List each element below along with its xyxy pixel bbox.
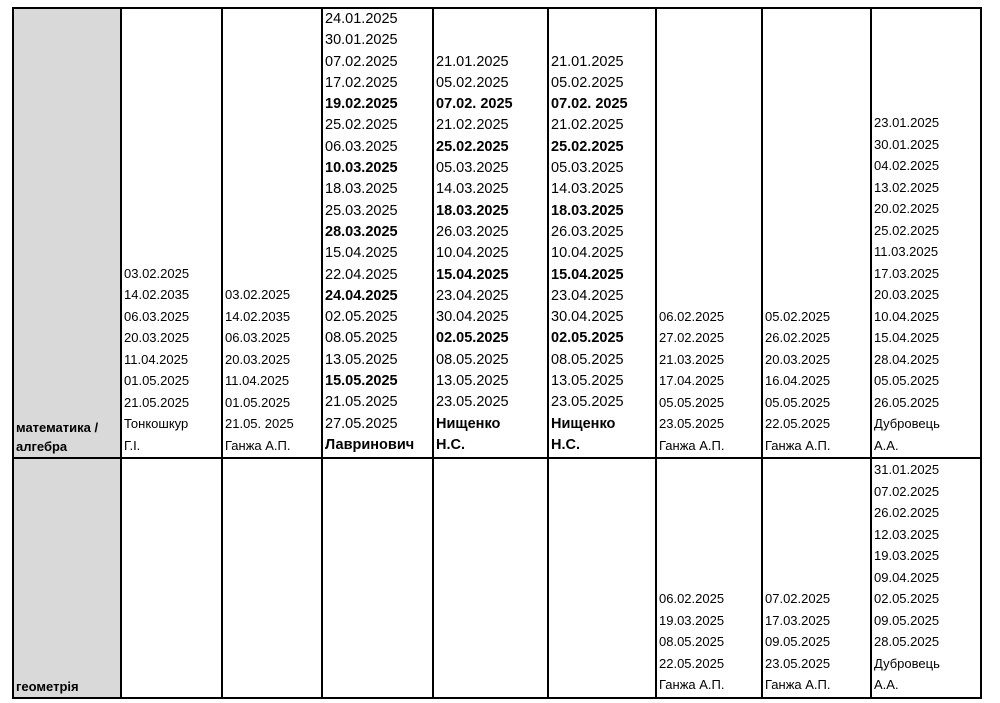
date-entry: 25.02.2025	[436, 138, 509, 155]
date-entry: 30.01.2025	[325, 32, 398, 49]
date-entry: 10.04.2025	[551, 245, 624, 262]
date-cell	[762, 8, 871, 458]
teacher-name: Н.С.	[551, 436, 580, 453]
date-entry: 14.03.2025	[551, 181, 624, 198]
date-entry: 05.05.2025	[874, 373, 940, 389]
date-cell	[762, 458, 871, 698]
date-entry: 21.05. 2025	[225, 416, 294, 432]
date-entry: 05.05.2025	[659, 394, 725, 410]
teacher-name: Тонкошкур	[124, 416, 189, 432]
date-entry: 13.05.2025	[551, 373, 624, 390]
date-entry: 15.04.2025	[325, 245, 398, 262]
date-entry: 11.04.2025	[225, 373, 290, 389]
date-entry: 15.04.2025	[551, 266, 624, 283]
date-entry: 28.03.2025	[325, 223, 398, 240]
date-entry: 21.05.2025	[325, 394, 398, 411]
date-entry: 07.02. 2025	[436, 96, 513, 113]
date-entry: 23.05.2025	[659, 416, 725, 432]
date-entry: 05.03.2025	[551, 160, 624, 177]
date-cell	[656, 8, 762, 458]
date-entry: 09.04.2025	[874, 569, 940, 585]
date-entry: 18.03.2025	[551, 202, 624, 219]
date-cell	[548, 8, 656, 458]
date-entry: 27.02.2025	[659, 330, 725, 346]
date-entry: 02.05.2025	[436, 330, 509, 347]
date-cell	[322, 8, 433, 458]
date-entry: 06.02.2025	[659, 591, 725, 607]
date-entry: 10.04.2025	[874, 308, 940, 324]
teacher-name: Лавринович	[325, 436, 415, 453]
date-cell	[433, 8, 548, 458]
date-entry: 02.05.2025	[551, 330, 624, 347]
date-entry: 19.02.2025	[325, 96, 398, 113]
teacher-name: Нищенко	[436, 415, 501, 432]
date-entry: 23.04.2025	[436, 287, 509, 304]
date-entry: 24.01.2025	[325, 11, 398, 27]
date-entry: 01.05.2025	[124, 373, 190, 389]
teacher-name: А.А.	[874, 677, 899, 693]
teacher-name: Ганжа А.П.	[225, 437, 291, 453]
date-entry: 20.03.2025	[124, 330, 190, 346]
date-entry: 28.05.2025	[874, 634, 940, 650]
date-entry: 02.05.2025	[874, 591, 940, 607]
subject-label: геометрія	[16, 678, 79, 694]
date-entry: 17.03.2025	[874, 265, 940, 281]
date-cell	[121, 458, 222, 698]
date-entry: 23.01.2025	[874, 115, 940, 131]
date-entry: 21.05.2025	[124, 394, 190, 410]
date-entry: 20.03.2025	[225, 351, 291, 367]
teacher-name: Г.І.	[124, 437, 141, 453]
date-cell	[121, 8, 222, 458]
date-entry: 15.04.2025	[436, 266, 509, 283]
date-entry: 26.03.2025	[436, 223, 509, 240]
date-entry: 06.02.2025	[659, 308, 725, 324]
teacher-name: Ганжа А.П.	[659, 677, 725, 693]
teacher-name: Нищенко	[551, 415, 616, 432]
date-cell	[871, 8, 981, 458]
date-entry: 26.02.2025	[874, 505, 940, 521]
date-entry: 22.05.2025	[659, 655, 725, 671]
date-entry: 25.03.2025	[325, 202, 398, 219]
date-entry: 08.05.2025	[325, 330, 398, 347]
date-entry: 09.05.2025	[874, 612, 940, 628]
date-entry: 25.02.2025	[874, 222, 940, 238]
date-entry: 07.02.2025	[874, 483, 940, 499]
date-entry: 05.02.2025	[765, 308, 831, 324]
date-entry: 12.03.2025	[874, 526, 940, 542]
date-cell	[656, 458, 762, 698]
date-entry: 19.03.2025	[874, 548, 940, 564]
date-entry: 23.05.2025	[436, 394, 509, 411]
date-entry: 23.05.2025	[551, 394, 624, 411]
date-entry: 25.02.2025	[325, 117, 398, 134]
subject-label: математика /	[16, 420, 99, 436]
teacher-name: А.А.	[874, 437, 899, 453]
date-entry: 05.02.2025	[436, 74, 509, 91]
date-cell	[222, 458, 322, 698]
teacher-name: Дубровець	[874, 416, 940, 432]
date-entry: 21.02.2025	[436, 117, 509, 134]
date-entry: 21.01.2025	[436, 53, 509, 70]
date-entry: 30.04.2025	[551, 309, 624, 326]
date-entry: 11.03.2025	[874, 244, 939, 260]
date-entry: 01.05.2025	[225, 394, 291, 410]
date-entry: 20.03.2025	[874, 287, 940, 303]
date-entry: 06.03.2025	[225, 330, 291, 346]
date-entry: 14.02.2035	[225, 308, 291, 324]
date-entry: 28.04.2025	[874, 351, 940, 367]
date-entry: 25.02.2025	[551, 138, 624, 155]
date-entry: 22.04.2025	[325, 266, 398, 283]
teacher-name: Ганжа А.П.	[659, 437, 725, 453]
teacher-name: Ганжа А.П.	[765, 437, 831, 453]
date-entry: 19.03.2025	[659, 612, 725, 628]
date-entry: 13.05.2025	[436, 373, 509, 390]
subject-label: алгебра	[16, 439, 68, 455]
date-entry: 04.02.2025	[874, 158, 940, 174]
date-cell	[871, 458, 981, 698]
date-entry: 05.02.2025	[551, 74, 624, 91]
date-entry: 14.02.2035	[124, 287, 190, 303]
date-entry: 31.01.2025	[874, 462, 940, 478]
date-entry: 23.04.2025	[551, 287, 624, 304]
date-entry: 14.03.2025	[436, 181, 509, 198]
date-entry: 08.05.2025	[659, 634, 725, 650]
date-entry: 17.04.2025	[659, 373, 725, 389]
date-entry: 21.02.2025	[551, 117, 624, 134]
subject-cell	[13, 8, 121, 458]
date-entry: 05.05.2025	[765, 394, 831, 410]
date-entry: 06.03.2025	[325, 138, 398, 155]
date-entry: 22.05.2025	[765, 416, 831, 432]
subject-cell	[13, 458, 121, 698]
teacher-name: Ганжа А.П.	[765, 677, 831, 693]
date-entry: 07.02.2025	[765, 591, 831, 607]
date-entry: 13.05.2025	[325, 351, 398, 368]
date-entry: 26.03.2025	[551, 223, 624, 240]
date-entry: 27.05.2025	[325, 415, 398, 432]
date-entry: 21.03.2025	[659, 351, 725, 367]
schedule-row	[13, 458, 981, 698]
date-entry: 13.02.2025	[874, 179, 940, 195]
date-entry: 03.02.2025	[124, 265, 190, 281]
date-entry: 09.05.2025	[765, 634, 831, 650]
date-cell	[433, 458, 548, 698]
date-entry: 03.02.2025	[225, 287, 291, 303]
date-entry: 26.02.2025	[765, 330, 831, 346]
schedule-row	[13, 8, 981, 458]
date-entry: 26.05.2025	[874, 394, 940, 410]
date-entry: 10.04.2025	[436, 245, 509, 262]
date-entry: 10.03.2025	[325, 160, 398, 177]
date-entry: 06.03.2025	[124, 308, 190, 324]
date-entry: 30.04.2025	[436, 309, 509, 326]
date-cell	[322, 458, 433, 698]
date-entry: 07.02.2025	[325, 53, 398, 70]
date-entry: 17.03.2025	[765, 612, 831, 628]
teacher-name: Н.С.	[436, 436, 465, 453]
date-entry: 21.01.2025	[551, 53, 624, 70]
teacher-name: Дубровець	[874, 655, 940, 671]
date-entry: 24.04.2025	[325, 287, 398, 304]
date-entry: 08.05.2025	[436, 351, 509, 368]
date-cell	[222, 8, 322, 458]
date-entry: 08.05.2025	[551, 351, 624, 368]
date-entry: 30.01.2025	[874, 136, 940, 152]
date-entry: 23.05.2025	[765, 655, 831, 671]
date-entry: 18.03.2025	[325, 181, 398, 198]
date-entry: 02.05.2025	[325, 309, 398, 326]
date-entry: 15.04.2025	[874, 330, 940, 346]
date-entry: 20.02.2025	[874, 201, 940, 217]
date-entry: 18.03.2025	[436, 202, 509, 219]
date-entry: 16.04.2025	[765, 373, 831, 389]
date-entry: 05.03.2025	[436, 160, 509, 177]
date-entry: 07.02. 2025	[551, 96, 628, 113]
schedule-table	[12, 7, 982, 699]
date-cell	[548, 458, 656, 698]
date-entry: 17.02.2025	[325, 74, 398, 91]
date-entry: 20.03.2025	[765, 351, 831, 367]
date-entry: 11.04.2025	[124, 351, 189, 367]
date-entry: 15.05.2025	[325, 373, 398, 390]
